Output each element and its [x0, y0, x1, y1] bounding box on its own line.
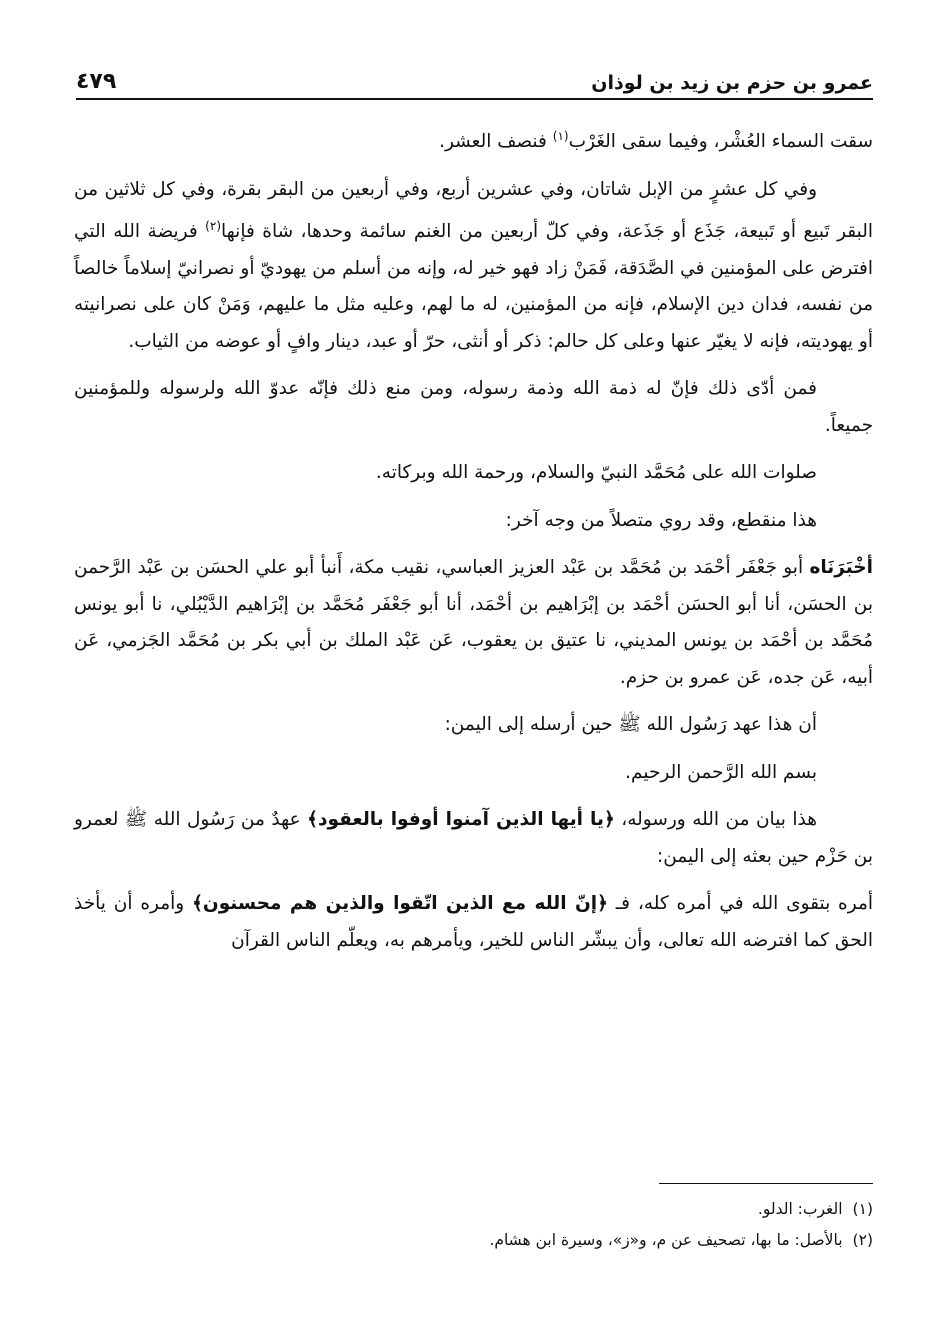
footnotes: [74, 1194, 873, 1256]
paragraph-10-text-b: وأمره أن يأخذ الحق كما افترضه الله تعالى، وأن يبشّر الناس للخير، ويأمرهم به، ويعلّم الناس القرآن: [74, 893, 873, 951]
paragraph-1-text-b: فنصف العشر.: [439, 131, 553, 153]
paragraph-4: صلوات الله على مُحَمَّد النبيّ والسلام، ورحمة الله وبركاته.: [375, 462, 817, 484]
paragraph-10-text-a: أمره بتقوى الله في أمره كله، فـ: [607, 893, 874, 915]
paragraph-1: [74, 118, 873, 161]
footnote-ref-1: (١): [552, 129, 569, 143]
paragraph-10: [74, 886, 873, 959]
paragraph-6: [74, 550, 873, 696]
footnote-1: [74, 1194, 873, 1225]
paragraph-8: بسم الله الرَّحمن الرحيم.: [625, 761, 817, 783]
footnote-number: (٢): [852, 1231, 873, 1249]
paragraph-5: هذا منقطع، وقد روي متصلاً من وجه آخر:: [505, 509, 817, 531]
paragraph-2-text-a: وفي كل عشرٍ من الإبل شاتان، وفي عشرين أربع، وفي أربعين من البقر بقرة، وفي كل ثلاثين من البقر تَبيع أو تَبيعة، جَذَع أو جَذَعة، وفي كلّ أربعين من الغنم سائمة وحدها، شاة فإنها: [74, 178, 874, 243]
paragraph-3: فمن أدّى ذلك فإنّ له ذمة الله وذمة رسوله، ومن منع ذلك فإنّه عدوّ الله ولرسوله وللمؤمنين جميعاً.: [74, 378, 873, 436]
page-number: ٤٧٩: [76, 69, 117, 94]
paragraph-2: [74, 172, 873, 361]
footnote-text: بالأصل: ما بها، تصحيف عن م، و«ز»، وسيرة ابن هشام.: [489, 1231, 843, 1249]
footnote-text: الغرب: الدلو.: [757, 1200, 843, 1218]
paragraph-9-text-b: عهدٌ من رَسُول الله ﷺ لعمرو بن حَزْم حين بعثه إلى اليمن:: [74, 809, 873, 867]
running-header: [76, 58, 873, 100]
body-text: [74, 118, 873, 970]
quran-quote-1: ﴿يا أيها الذين آمنوا أوفوا بالعقود﴾: [307, 809, 615, 831]
running-title: عمرو بن حزم بن زيد بن لوذان: [591, 72, 873, 94]
paragraph-2-text-b: فريضة الله التي افترض على المؤمنين في الصَّدَقة، فَمَنْ زاد فهو خير له، وإنه من أسلم من يهوديّ أو نصرانيّ إسلاماً خالصاً من نفسه، فدان دين الإسلام، فإنه من المؤمنين، له ما لهم، وعليه مثل ما عليهم، وَمَنْ كان على نصرانيته أو يهوديته، فإنه لا يغيّر عنها وعلى كل حالم: ذكر أو أنثى، حرّ أو عبد، دينار وافٍ أو عوضه من الثياب.: [74, 221, 873, 352]
paragraph-1-text-a: سقت السماء العُشْر، وفيما سقى الغَرْب: [568, 131, 873, 153]
footnote-number: (١): [852, 1200, 873, 1218]
quran-quote-2: ﴿إنّ الله مع الذين اتّقوا والذين هم محسنون﴾: [192, 893, 608, 915]
isnad-lead-word: أخْبَرَنَاه: [809, 557, 873, 579]
paragraph-7: أن هذا عهد رَسُول الله ﷺ حين أرسله إلى اليمن:: [444, 714, 817, 736]
footnote-divider: [659, 1183, 873, 1184]
footnote-2: [74, 1225, 873, 1256]
paragraph-9-text-a: هذا بيان من الله ورسوله،: [614, 809, 818, 831]
isnad-chain: أبو جَعْفَر أحْمَد بن مُحَمَّد بن عَبْد العزيز العباسي، نقيب مكة، أَنبأ أبو علي الحسَن بن عَبْد الرَّحمن بن الحسَن، أنا أبو الحسَن أحْمَد بن إبْرَاهيم بن أحْمَد، أنا أبو جَعْفَر مُحَمَّد بن إبْرَاهيم الدَّيْبُلي، نا أبو يونس مُحَمَّد بن أحْمَد بن يونس المديني، نا عتيق بن يعقوب، عَن عَبْد الملك بن أبي بكر بن مُحَمَّد الجَزمي، عَن أبيه، عَن جده، عَن عمرو بن حزم.: [74, 557, 873, 688]
footnote-ref-2: (٢): [205, 219, 221, 234]
paragraph-9: [74, 802, 873, 875]
